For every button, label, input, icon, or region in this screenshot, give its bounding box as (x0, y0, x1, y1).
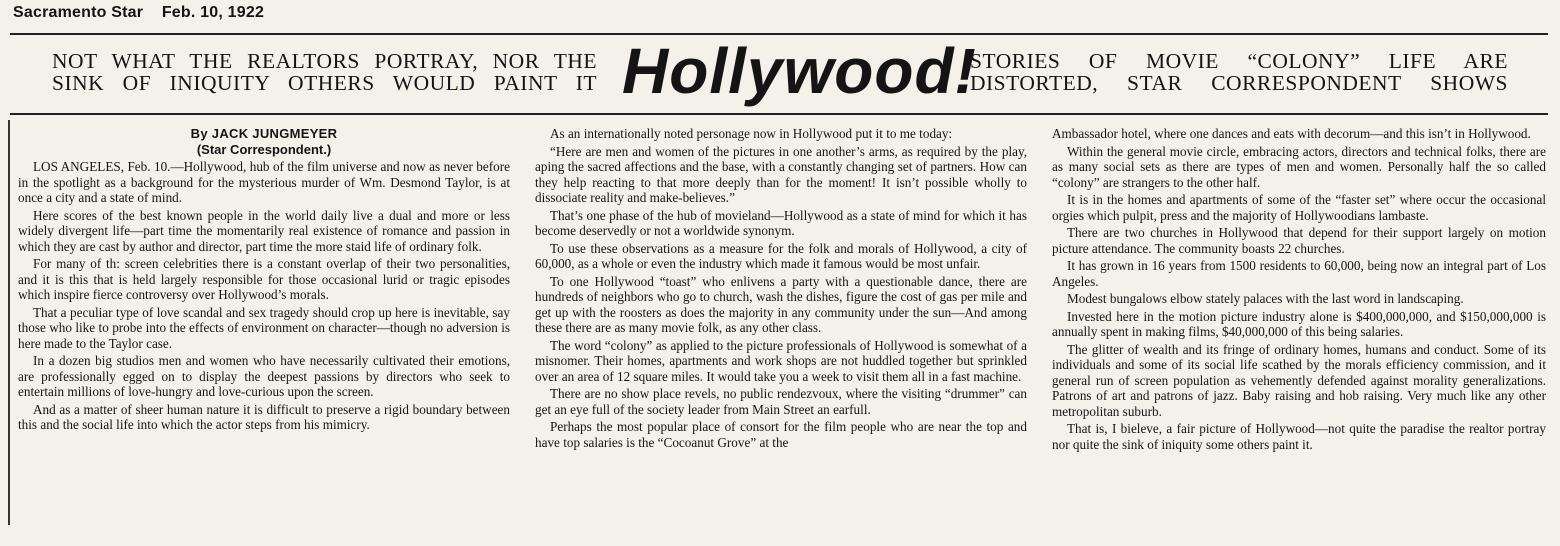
paragraph: It is in the homes and apartments of some of the “faster set” where occur the occasional orgies which pulpit, press and the majority of Hollywoodians lambaste. (1052, 192, 1546, 223)
article-column-2 (535, 126, 1027, 536)
left-deck-headline: NOT WHAT THE REALTORS PORTRAY, NOR THE SINK OF INIQUITY OTHERS WOULD PAINT IT (52, 49, 597, 95)
paragraph: There are no show place revels, no public rendezvoux, where the visiting “drummer” can get an eye full of the society leader from Main Street an earfull. (535, 386, 1027, 417)
paragraph: And as a matter of sheer human nature it is difficult to preserve a rigid boundary between this and the social life into which the actor steps from his mimicry. (18, 401, 510, 432)
article-column-3 (1052, 126, 1546, 536)
left-column-rule (8, 120, 10, 525)
bottom-rule (10, 113, 1548, 115)
paragraph: As an internationally noted personage now in Hollywood put it to me today: (550, 126, 953, 141)
paragraph: Ambassador hotel, where one dances and eats with decorum—and this isn’t in Hollywood. (1052, 126, 1531, 141)
paragraph: There are two churches in Hollywood that depend for their support largely on motion picture attendance. The community boasts 22 churches. (1052, 225, 1546, 256)
paper-date: Feb. 10, 1922 (161, 4, 265, 21)
masthead (13, 4, 264, 22)
paragraph: Within the general movie circle, embracing actors, directors and technical folks, there are as many social sets as there are types of men and women. Personally half the so called “colony” are strangers to the other half. (1052, 143, 1546, 190)
paragraph: The glitter of wealth and its fringe of ordinary homes, humans and conduct. Some of its individuals and some of its social life scathed by the morals efficiency commission, and it general run of screen population as vehemently defended against morality generalizations. Patrons of art and patrons of jazz. Baby raising and hob raising. Very much like any other metropolitan suburb. (1052, 341, 1546, 419)
paragraph: To use these observations as a measure for the folk and morals of Hollywood, a city of 60,000, as a whole or even the industry which made it famous would be most unfair. (535, 240, 1027, 271)
paragraph: That a peculiar type of love scandal and sex tragedy should crop up here is inevitable, say those who like to probe into the effects of environment on character—though no adversion is here made to the Taylor case. (18, 304, 510, 351)
paragraph: Modest bungalows elbow stately palaces with the last word in landscaping. (1067, 291, 1464, 306)
paragraph: Here scores of the best known people in the world daily live a dual and more or less widely divergent life—part time the momentarily real existence of romance and passion in which they are cast by author and director, part time the more staid life of ordinary folk. (18, 207, 510, 254)
paragraph: To one Hollywood “toast” who enlivens a party with a questionable dance, there are hundreds of neighbors who go to church, wash the dishes, figure the cost of gas per mile and get up with the roosters as does the majority in any community under the sun—And among these there are as many movie folk, as any other class. (535, 273, 1027, 335)
paragraph: The word “colony” as applied to the picture professionals of Hollywood is somewhat of a misnomer. Their homes, apartments and work shops are not huddled together but sprinkled over an area of 12 square miles. It would take you a week to visit them all in a fast machine. (535, 337, 1027, 384)
paragraph: Perhaps the most popular place of consort for the film people who are near the top and have top salaries is the “Cocoanut Grove” at the (535, 419, 1027, 450)
paragraph: That is, I bieleve, a fair picture of Hollywood—not quite the paradise the realtor portray nor quite the sink of iniquity some others paint it. (1052, 421, 1546, 452)
byline: By JACK JUNGMEYER (190, 126, 338, 141)
paper-name: Sacramento Star (13, 4, 144, 21)
article-column-1 (18, 126, 510, 536)
paragraph: In a dozen big studios men and women who have necessarily cultivated their emotions, are professionally egged on to display the deepest passions by directors who seek to entertain millions of love-hungry and love-curious upon the screen. (18, 353, 510, 399)
paragraph: LOS ANGELES, Feb. 10.—Hollywood, hub of the film universe and now as never before in the spotlight as a background for the mysterious murder of Wm. Desmond Taylor, is at once a city and a state of mind. (18, 159, 510, 205)
paragraph: It has grown in 16 years from 1500 residents to 60,000, being now an integral part of Los Angeles. (1052, 258, 1546, 289)
paragraph: For many of th: screen celebrities there is a constant overlap of their two personalities, and it is this that is held largely responsible for those occasional lurid or tragic episodes which inspire fierce controversy over Hollywood’s morals. (18, 256, 510, 302)
paragraph: Invested here in the motion picture industry alone is $400,000,000, and $150,000,000 is annually spent in making films, $40,000,000 of this being salaries. (1052, 308, 1546, 339)
right-deck-headline: STORIES OF MOVIE “COLONY” LIFE ARE DISTORTED, STAR CORRESPONDENT SHOWS (970, 49, 1508, 95)
main-headline: Hollywood! (622, 35, 977, 107)
paragraph: That’s one phase of the hub of movieland—Hollywood as a state of mind for which it has become deservedly or not a worldwide synonym. (535, 207, 1027, 238)
paragraph: “Here are men and women of the pictures in one another’s arms, as required by the play, aping the sacred affections and the base, with a constantly changing set of partners. How can they help reacting to that more deeply than for the moment! It isn’t possible wholly to dissociate reality and make-believes.” (535, 143, 1027, 205)
byline-credit: (Star Correspondent.) (196, 142, 332, 157)
